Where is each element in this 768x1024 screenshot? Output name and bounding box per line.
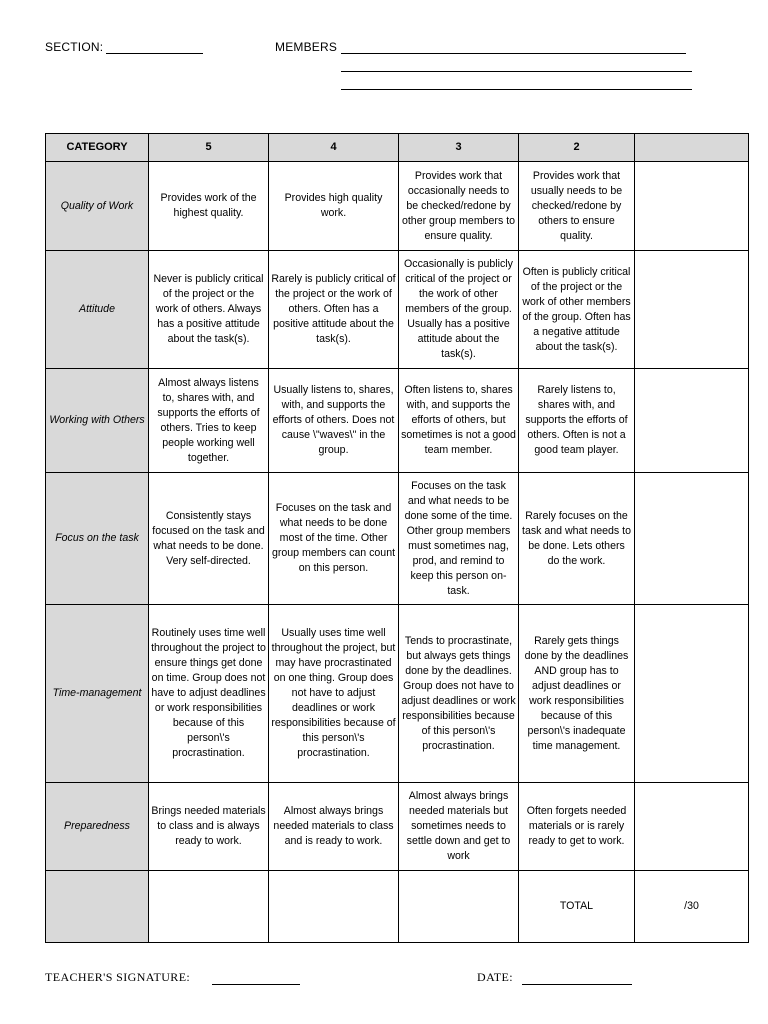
date-field[interactable]	[522, 984, 632, 985]
total-row	[46, 871, 749, 943]
criteria-cell: Often forgets needed materials or is rarely ready to get to work.	[519, 783, 635, 871]
table-row	[46, 251, 749, 369]
table-row	[46, 605, 749, 783]
criteria-cell: Almost always listens to, shares with, and supports the efforts of others. Tries to keep people working well together.	[149, 369, 269, 473]
members-field-3[interactable]	[341, 89, 692, 90]
criteria-cell: Occasionally is publicly critical of the project or the work of other members of the group. Usually has a positive attitude about the task(s).	[399, 251, 519, 369]
table-row	[46, 369, 749, 473]
criteria-cell: Focuses on the task and what needs to be done most of the time. Other group members can count on this person.	[269, 473, 399, 605]
table-row	[46, 783, 749, 871]
table-row	[46, 162, 749, 251]
rubric-table	[45, 133, 749, 943]
criteria-cell: Provides work that usually needs to be checked/redone by others to ensure quality.	[519, 162, 635, 251]
header-category: CATEGORY	[46, 134, 149, 162]
members-field-1[interactable]	[341, 53, 686, 54]
points-cell[interactable]	[635, 162, 749, 251]
criteria-cell: Provides high quality work.	[269, 162, 399, 251]
members-label: MEMBERS	[275, 40, 338, 54]
header-points	[635, 134, 749, 162]
category-focus-on-the-task: Focus on the task	[46, 473, 149, 605]
criteria-cell: Rarely gets things done by the deadlines AND group has to adjust deadlines or work responsibilities because of this person\'s inadequate time management.	[519, 605, 635, 783]
points-cell[interactable]	[635, 783, 749, 871]
header-score-3: 3	[399, 134, 519, 162]
points-cell[interactable]	[635, 251, 749, 369]
table-row	[46, 473, 749, 605]
criteria-cell: Usually listens to, shares, with, and supports the efforts of others. Does not cause \"waves\" in the group.	[269, 369, 399, 473]
points-cell[interactable]	[635, 473, 749, 605]
teacher-signature-label: TEACHER'S SIGNATURE:	[45, 970, 191, 984]
criteria-cell: Never is publicly critical of the project or the work of others. Always has a positive attitude about the task(s).	[149, 251, 269, 369]
criteria-cell: Often listens to, shares with, and supports the efforts of others, but sometimes is not a good team member.	[399, 369, 519, 473]
points-cell[interactable]	[635, 369, 749, 473]
category-preparedness: Preparedness	[46, 783, 149, 871]
section-label: SECTION:	[45, 40, 104, 54]
criteria-cell: Usually uses time well throughout the project, but may have procrastinated on one thing. Group does not have to adjust deadlines or work responsibilities because of this person\'s procrastination.	[269, 605, 399, 783]
total-label: TOTAL	[519, 871, 635, 943]
header-score-4: 4	[269, 134, 399, 162]
criteria-cell: Provides work that occasionally needs to be checked/redone by other group members to ensure quality.	[399, 162, 519, 251]
criteria-cell: Brings needed materials to class and is always ready to work.	[149, 783, 269, 871]
total-row-blank	[46, 871, 149, 943]
total-row-empty-cell	[269, 871, 399, 943]
criteria-cell: Provides work of the highest quality.	[149, 162, 269, 251]
criteria-cell: Rarely focuses on the task and what needs to be done. Lets others do the work.	[519, 473, 635, 605]
criteria-cell: Almost always brings needed materials to class and is ready to work.	[269, 783, 399, 871]
total-score[interactable]: /30	[635, 871, 749, 943]
category-time-management: Time-management	[46, 605, 149, 783]
date-label: DATE:	[477, 970, 513, 984]
teacher-signature-field[interactable]	[212, 984, 300, 985]
total-row-empty-cell	[399, 871, 519, 943]
category-quality-of-work: Quality of Work	[46, 162, 149, 251]
header-row	[46, 134, 749, 162]
criteria-cell: Focuses on the task and what needs to be done some of the time. Other group members must sometimes nag, prod, and remind to keep this person on-task.	[399, 473, 519, 605]
total-row-empty-cell	[149, 871, 269, 943]
category-attitude: Attitude	[46, 251, 149, 369]
points-cell[interactable]	[635, 605, 749, 783]
criteria-cell: Rarely listens to, shares with, and supports the efforts of others. Often is not a good team player.	[519, 369, 635, 473]
criteria-cell: Tends to procrastinate, but always gets things done by the deadlines. Group does not have to adjust deadlines or work responsibilities because of this person\'s procrastination.	[399, 605, 519, 783]
section-field[interactable]	[106, 53, 203, 54]
criteria-cell: Often is publicly critical of the project or the work of other members of the group. Often has a negative attitude about the task(s).	[519, 251, 635, 369]
criteria-cell: Consistently stays focused on the task and what needs to be done. Very self-directed.	[149, 473, 269, 605]
category-working-with-others: Working with Others	[46, 369, 149, 473]
header-score-2: 2	[519, 134, 635, 162]
members-field-2[interactable]	[341, 71, 692, 72]
criteria-cell: Almost always brings needed materials but sometimes needs to settle down and get to work	[399, 783, 519, 871]
criteria-cell: Rarely is publicly critical of the project or the work of others. Often has a positive attitude about the task(s).	[269, 251, 399, 369]
criteria-cell: Routinely uses time well throughout the project to ensure things get done on time. Group does not have to adjust deadlines or work responsibilities because of this person\'s procrastination.	[149, 605, 269, 783]
header-score-5: 5	[149, 134, 269, 162]
